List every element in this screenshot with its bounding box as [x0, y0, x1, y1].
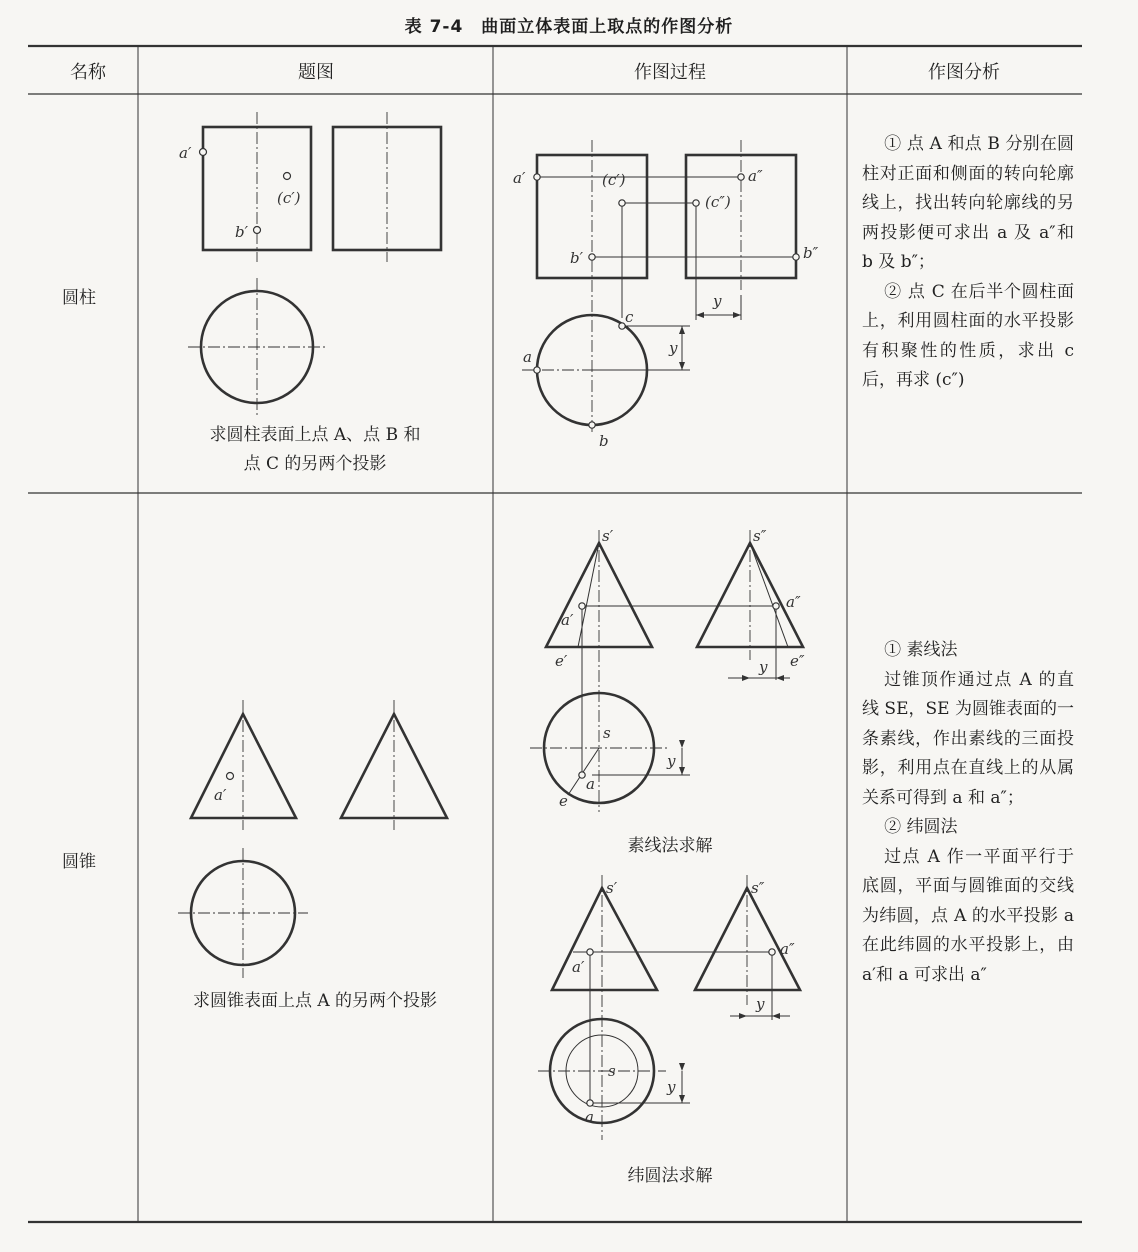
header-name: 名称	[70, 62, 106, 83]
label-lat-s: s	[608, 1062, 616, 1080]
label-lat-a: a	[585, 1108, 594, 1126]
cone-problem-caption: 求圆锥表面上点 A 的另两个投影	[192, 991, 438, 1011]
label-gen-s-dprime: s″	[753, 527, 767, 545]
label-b-prime: b′	[235, 223, 249, 241]
label-proc-c-paren-dprime: (c″)	[705, 193, 731, 211]
label-c-paren-prime: (c′)	[277, 189, 301, 207]
label-lat-s-prime: s′	[606, 879, 618, 897]
cone-analysis-4: 过点 A 作一平面平行于底圆，平面与圆锥面的交线为纬圆，点 A 的水平投影 a 在此纬圆的水平投影上，由 a′和 a 可求出 a″	[862, 846, 1074, 985]
cone-generatrix-arrows	[679, 675, 784, 775]
label-a-prime: a′	[179, 144, 192, 162]
label-gen-e-prime: e′	[555, 652, 568, 670]
header-process: 作图过程	[634, 62, 706, 83]
label-lat-s-dprime: s″	[751, 879, 765, 897]
cone-analysis-1: ① 素线法	[884, 640, 958, 660]
cylinder-y-arrows	[679, 312, 741, 370]
label-gen-y-1: y	[759, 658, 768, 676]
label-cone-a-prime: a′	[214, 786, 227, 804]
label-lat-a-prime: a′	[572, 958, 585, 976]
label-gen-a-dprime: a″	[786, 593, 801, 611]
label-gen-e-dprime: e″	[790, 652, 805, 670]
cone-analysis-3: ② 纬圆法	[884, 817, 958, 837]
label-proc-b-prime: b′	[570, 249, 584, 267]
table-title: 表 7-4 曲面立体表面上取点的作图分析	[404, 17, 734, 37]
cylinder-analysis-2: ② 点 C 在后半个圆柱面上，利用圆柱面的水平投影有积聚性的性质，求出 c 后，再求 (c″)	[862, 281, 1074, 390]
label-gen-y-2: y	[667, 752, 676, 770]
cone-problem-figure	[178, 700, 447, 978]
label-gen-s-prime: s′	[602, 527, 614, 545]
cone-method-1-caption: 素线法求解	[627, 836, 713, 856]
cylinder-problem-figure	[188, 112, 441, 416]
row-cylinder-name: 圆柱	[62, 288, 96, 308]
label-proc-y-1: y	[713, 292, 722, 310]
label-gen-a: a	[586, 775, 595, 793]
cylinder-problem-caption-line2: 点 C 的另两个投影	[243, 454, 387, 474]
label-gen-s: s	[603, 724, 611, 742]
label-lat-y-1: y	[756, 995, 765, 1013]
label-proc-c-paren-prime: (c′)	[602, 171, 626, 189]
header-problem: 题图	[298, 62, 334, 83]
label-lat-a-dprime: a″	[780, 940, 795, 958]
cylinder-analysis	[862, 130, 1074, 396]
label-proc-b-dprime: b″	[803, 244, 819, 262]
label-proc-c: c	[625, 308, 634, 326]
row-cone-name: 圆锥	[62, 852, 96, 872]
header-analysis: 作图分析	[928, 62, 1000, 83]
label-proc-y-2: y	[669, 339, 678, 357]
cone-analysis-2: 过锥顶作通过点 A 的直线 SE，SE 为圆锥表面的一条素线，作出素线的三面投影，利用点在直线上的从属关系可得到 a 和 a″；	[862, 669, 1074, 808]
label-proc-b: b	[599, 432, 609, 450]
cylinder-analysis-1: ① 点 A 和点 B 分别在圆柱对正面和侧面的转向轮廓线上，找出转向轮廓线的另两投影便可求出 a 及 a″和 b 及 b″；	[862, 134, 1074, 272]
label-gen-a-prime: a′	[561, 611, 574, 629]
label-proc-a-prime: a′	[513, 169, 526, 187]
cone-method-2-caption: 纬圆法求解	[627, 1166, 713, 1186]
label-lat-y-2: y	[667, 1078, 676, 1096]
label-gen-e: e	[559, 792, 568, 810]
cylinder-problem-caption	[160, 421, 470, 479]
label-proc-a: a	[523, 348, 532, 366]
cone-latitude-arrows	[679, 1013, 780, 1103]
cylinder-problem-caption-line1: 求圆柱表面上点 A、点 B 和	[209, 425, 421, 445]
label-proc-a-dprime: a″	[748, 167, 763, 185]
cone-analysis	[862, 636, 1074, 990]
